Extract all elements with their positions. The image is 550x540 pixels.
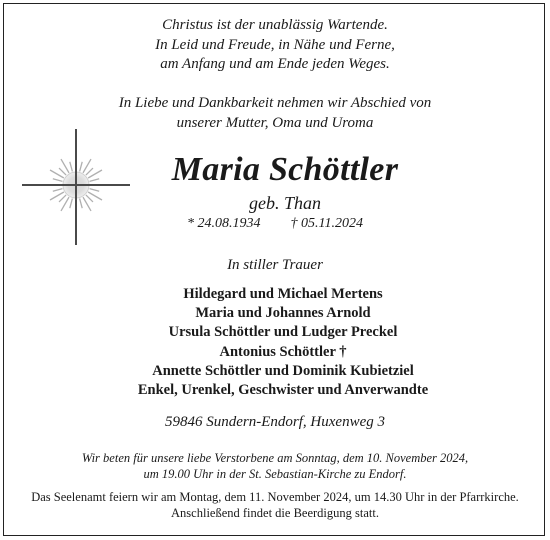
deceased-name: Maria Schöttler bbox=[171, 151, 399, 188]
family-member: Antonius Schöttler † bbox=[219, 343, 347, 360]
address: 59846 Sundern-Endorf, Huxenweg 3 bbox=[165, 414, 385, 430]
service-notice bbox=[0, 450, 550, 482]
service-line: um 19.00 Uhr in der St. Sebastian-Kirche zu Endorf. bbox=[143, 467, 407, 481]
family-member: Ursula Schöttler und Ludger Preckel bbox=[168, 324, 398, 341]
family-member: Annette Schöttler und Dominik Kubietziel bbox=[152, 362, 414, 379]
poem bbox=[0, 16, 550, 75]
service-line: Wir beten für unsere liebe Verstorbene am Sonntag, dem 10. November 2024, bbox=[81, 451, 469, 465]
family-member: Maria und Johannes Arnold bbox=[195, 305, 371, 322]
mourning-label: In stiller Trauer bbox=[227, 257, 323, 273]
requiem-line: Das Seelenamt feiern wir am Montag, dem 11. November 2024, um 14.30 Uhr in der Pfarrkirche. bbox=[31, 490, 519, 504]
poem-line: Christus ist der unablässig Wartende. bbox=[162, 17, 388, 33]
cross-ray bbox=[53, 189, 63, 192]
poem-line: am Anfang und am Ende jeden Weges. bbox=[160, 56, 390, 72]
family-list bbox=[8, 285, 550, 400]
cross-ray bbox=[90, 189, 100, 192]
farewell-line: unserer Mutter, Oma und Uroma bbox=[176, 114, 374, 131]
life-dates bbox=[0, 216, 550, 232]
death-date: † 05.11.2024 bbox=[290, 216, 363, 231]
birth-date: * 24.08.1934 bbox=[187, 216, 261, 231]
requiem-line: Anschließend findet die Beerdigung statt. bbox=[171, 506, 379, 520]
family-member: Hildegard und Michael Mertens bbox=[183, 286, 383, 302]
family-member: Enkel, Urenkel, Geschwister und Anverwandte bbox=[137, 382, 429, 399]
farewell-line: In Liebe und Dankbarkeit nehmen wir Abschied von bbox=[118, 95, 432, 111]
poem-line: In Leid und Freude, in Nähe und Ferne, bbox=[155, 36, 395, 53]
maiden-name: geb. Than bbox=[249, 193, 321, 213]
requiem-notice bbox=[0, 489, 550, 521]
